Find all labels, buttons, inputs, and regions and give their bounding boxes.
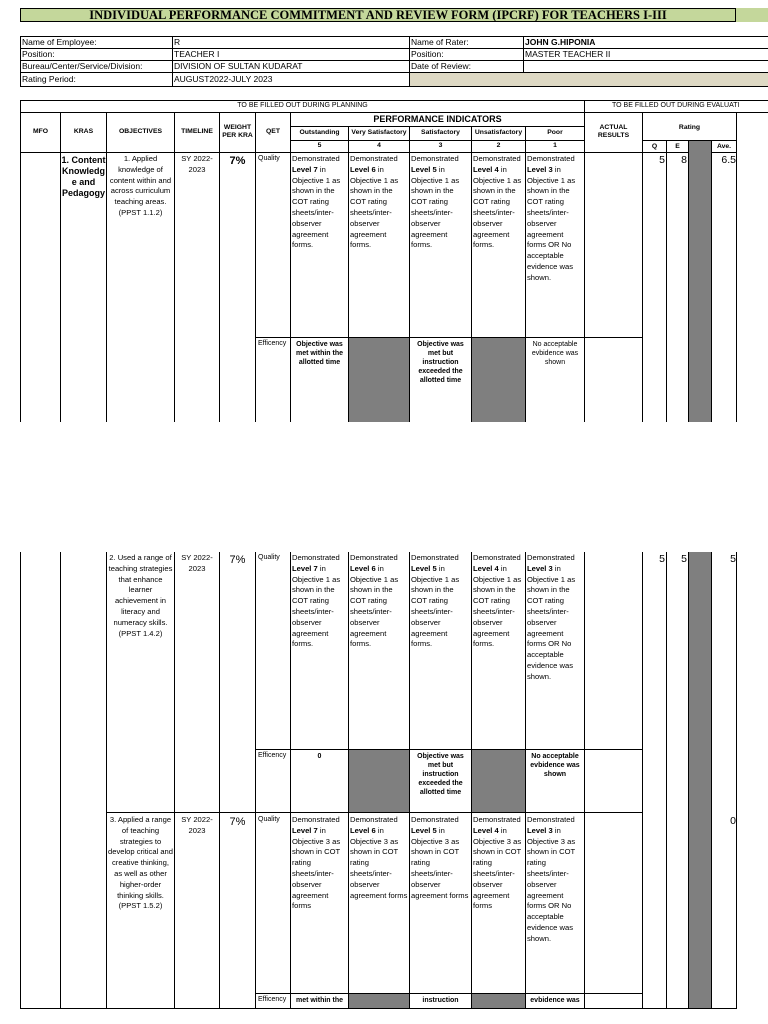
indicator-very-satisfactory-2: Demonstrated Level 6 in Objective 1 as shown in the COT rating sheets/inter-observer agreement forms. — [350, 553, 399, 649]
col-objectives: OBJECTIVES — [118, 128, 163, 135]
rating-q-1: 5 — [659, 154, 665, 166]
efficiency-satisfactory-1: Objective was met but instruction exceeded the allotted time — [417, 341, 464, 384]
indicator-outstanding-3: Demonstrated Level 7 in Objective 3 as shown in COT rating sheets/inter-observer agreement forms — [292, 815, 341, 911]
col-satisfactory-num: 3 — [438, 142, 443, 149]
col-poor: Poor — [547, 129, 563, 136]
indicator-outstanding-2: Demonstrated Level 7 in Objective 1 as shown in the COT rating sheets/inter-observer agreement forms. — [292, 553, 341, 649]
efficiency-satisfactory-2: Objective was met but instruction exceeded the allotted time — [417, 753, 464, 796]
title-bar-extension — [736, 8, 768, 22]
period-value: AUGUST2022-JULY 2023 — [174, 74, 273, 84]
indicator-satisfactory-2: Demonstrated Level 5 in Objective 1 as shown in the COT rating sheets/inter-observer agreement forms. — [411, 553, 460, 649]
rater-value: JOHN G.HIPONIA — [525, 37, 596, 47]
rater-position-value: MASTER TEACHER II — [525, 49, 611, 59]
indicator-very-satisfactory-1: Demonstrated Level 6 in Objective 1 as shown in the COT rating sheets/inter-observer agreement forms. — [350, 154, 399, 250]
efficiency-label-2: Efficency — [258, 752, 287, 759]
quality-label-3: Quality — [258, 816, 280, 823]
col-rating-ave: Ave. — [716, 143, 732, 150]
col-actual-results: ACTUAL RESULTS — [597, 124, 630, 139]
quality-label-1: Quality — [258, 155, 280, 162]
bureau-label: Bureau/Center/Service/Division: — [22, 61, 143, 71]
indicator-poor-2: Demonstrated Level 3 in Objective 1 as shown in the COT rating sheets/inter-observer agreement forms OR No acceptable evidence was shown. — [527, 553, 576, 681]
col-very-satisfactory: Very Satisfactory — [351, 129, 407, 136]
col-outstanding: Outstanding — [299, 129, 340, 136]
col-satisfactory: Satisfactory — [421, 129, 460, 136]
rating-e-1: 8 — [681, 154, 687, 166]
efficiency-outstanding-2: 0 — [317, 753, 322, 760]
col-kras: KRAS — [73, 128, 94, 135]
efficiency-outstanding-1: Objective was met within the allotted time — [295, 341, 344, 366]
indicator-unsatisfactory-3: Demonstrated Level 4 in Objective 3 as shown in COT rating sheets/inter-observer agreement forms — [473, 815, 522, 911]
quality-label-2: Quality — [258, 554, 280, 561]
weight-2: 7% — [229, 554, 246, 566]
employee-label: Name of Employee: — [22, 37, 97, 47]
col-unsatisfactory: Unsatisfactory — [474, 129, 523, 136]
rating-ave-1: 6.5 — [721, 154, 736, 166]
efficiency-outstanding-3: met within the — [295, 997, 344, 1004]
weight-1: 7% — [229, 155, 246, 167]
col-rating-e: E — [675, 143, 680, 150]
position-value: TEACHER I — [174, 49, 220, 59]
indicator-outstanding-1: Demonstrated Level 7 in Objective 1 as shown in the COT rating sheets/inter-observer agreement forms. — [292, 154, 341, 250]
col-rating-q: Q — [651, 143, 658, 150]
timeline-3: SY 2022-2023 — [181, 815, 213, 835]
objective-3: 3. Applied a range of teaching strategies to develop critical and creative thinking, as well as other higher-order thinking skills. (PPST 1.5.2) — [108, 815, 174, 911]
col-outstanding-num: 5 — [317, 142, 322, 149]
efficiency-label-1: Efficency — [258, 340, 287, 347]
performance-indicators-header: PERFORMANCE INDICATORS — [373, 114, 502, 124]
efficiency-poor-1: No acceptable evbidence was shown — [531, 341, 579, 366]
rater-position-label: Position: — [411, 49, 444, 59]
ipcrf-table-page-2 — [0, 552, 768, 1024]
col-rating: Rating — [678, 124, 701, 131]
position-label: Position: — [22, 49, 55, 59]
efficiency-poor-2: No acceptable evbidence was shown — [530, 753, 580, 778]
ipcrf-table — [0, 100, 768, 422]
indicator-poor-3: Demonstrated Level 3 in Objective 3 as shown in COT rating sheets/inter-observer agreement forms OR No acceptable evidence was shown. — [527, 815, 576, 943]
rating-ave-2: 5 — [730, 553, 736, 565]
col-mfo: MFO — [32, 128, 49, 135]
indicator-satisfactory-1: Demonstrated Level 5 in Objective 1 as shown in the COT rating sheets/inter-observer agreement forms. — [411, 154, 460, 250]
form-title: INDIVIDUAL PERFORMANCE COMMITMENT AND REVIEW FORM (IPCRF) FOR TEACHERS I-III — [20, 8, 736, 22]
indicator-unsatisfactory-1: Demonstrated Level 4 in Objective 1 as shown in the COT rating sheets/inter-observer agreement forms. — [473, 154, 522, 250]
col-very-satisfactory-num: 4 — [377, 142, 381, 149]
bureau-value: DIVISION OF SULTAN KUDARAT — [174, 61, 303, 71]
efficiency-label-3: Efficency — [258, 996, 287, 1003]
review-date-label: Date of Review: — [411, 61, 471, 71]
evaluation-banner: TO BE FILLED OUT DURING EVALUATI — [612, 102, 740, 109]
col-weight: WEIGHT PER KRA — [222, 124, 253, 139]
timeline-2: SY 2022-2023 — [181, 553, 213, 573]
efficiency-poor-3: evbidence was — [530, 997, 580, 1004]
col-qet: QET — [266, 128, 280, 135]
kra-content-pedagogy: 1. Content Knowledg e and Pedagogy — [61, 155, 106, 198]
col-poor-num: 1 — [553, 142, 557, 149]
rating-q-2: 5 — [659, 553, 665, 565]
rating-e-2: 5 — [681, 553, 687, 565]
period-label: Rating Period: — [22, 74, 76, 84]
weight-3: 7% — [229, 816, 246, 828]
rater-label: Name of Rater: — [411, 37, 469, 47]
col-unsatisfactory-num: 2 — [496, 142, 501, 149]
indicator-unsatisfactory-2: Demonstrated Level 4 in Objective 1 as shown in the COT rating sheets/inter-observer agreement forms. — [473, 553, 522, 649]
info-block — [20, 36, 768, 88]
col-timeline: TIMELINE — [181, 128, 213, 135]
indicator-satisfactory-3: Demonstrated Level 5 in Objective 3 as shown in COT rating sheets/inter-observer agreement forms — [411, 815, 469, 900]
rating-ave-3: 0 — [730, 815, 736, 827]
objective-2: 2. Used a range of teaching strategies that enhance learner achievement in literacy and numeracy skills. (PPST 1.4.2) — [108, 553, 173, 638]
efficiency-satisfactory-3: instruction — [422, 997, 459, 1004]
indicator-poor-1: Demonstrated Level 3 in Objective 1 as shown in the COT rating sheets/inter-observer agreement forms OR No acceptable evidence was shown. — [527, 154, 576, 282]
employee-value: R — [174, 37, 181, 47]
timeline-1: SY 2022-2023 — [181, 154, 213, 174]
planning-banner: TO BE FILLED OUT DURING PLANNING — [237, 102, 368, 109]
objective-1: 1. Applied knowledge of content within and across curriculum teaching areas. (PPST 1.1.2) — [109, 154, 172, 217]
indicator-very-satisfactory-3: Demonstrated Level 6 in Objective 3 as shown in COT rating sheets/inter-observer agreement forms — [350, 815, 408, 900]
